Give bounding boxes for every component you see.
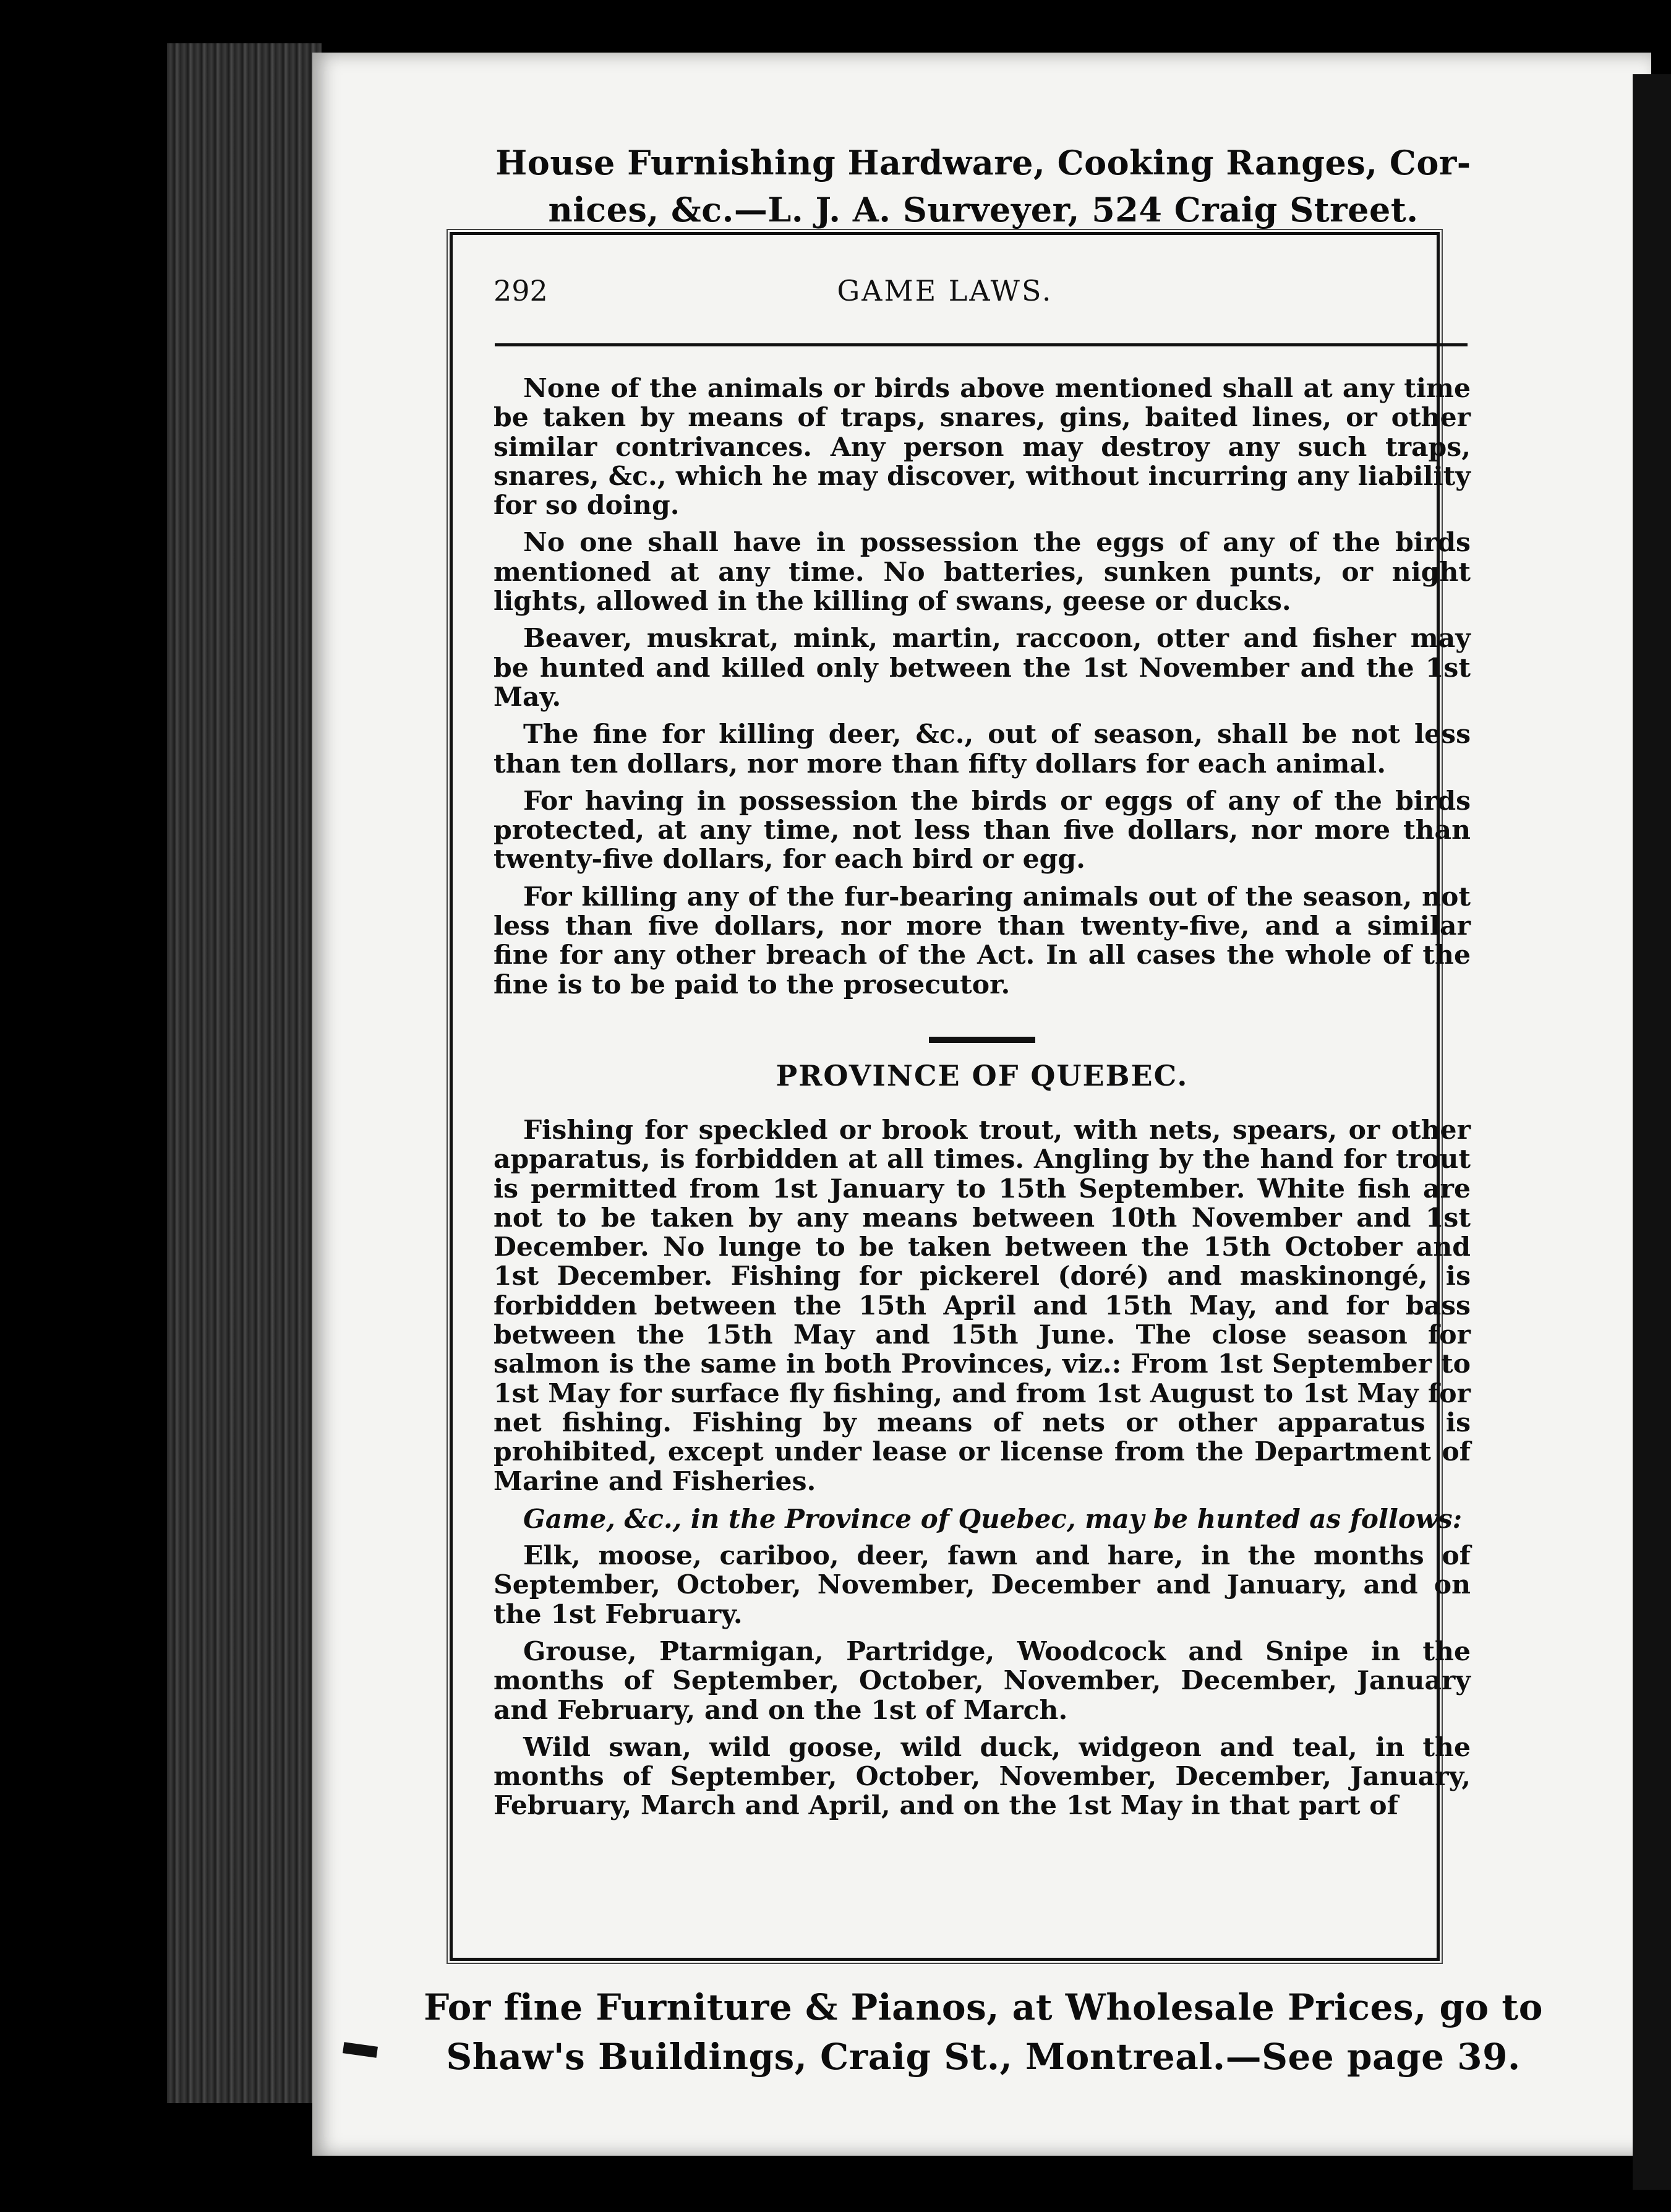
header-ad-line-2: nices, &c.—L. J. A. Surveyer, 524 Craig Street. bbox=[548, 190, 1419, 229]
book-page-edges bbox=[167, 43, 322, 2103]
paragraph-grouse: Grouse, Ptarmigan, Partridge, Woodcock and Snipe in the months of September, October, November, December, January and February, and on the 1st of March. bbox=[494, 1635, 1471, 1726]
paragraph-fine-fur: For killing any of the fur-bearing animals out of the season, not less than five dollars, nor more than twenty-five, and a similar fine for any other breach of the Act. In all cases the whole of the fine is to be paid to the prosecutor. bbox=[494, 881, 1471, 1000]
paragraph-fine-birds: For having in possession the birds or eggs of any of the birds protected, at any time, not less than five dollars, nor more than twenty-five dollars, for each bird or egg. bbox=[494, 785, 1471, 875]
section-heading: PROVINCE OF QUEBEC. bbox=[776, 1058, 1189, 1092]
paragraph-fine-deer: The fine for killing deer, &c., out of season, shall be not less than ten dollars, nor more than fifty dollars for each animal. bbox=[494, 719, 1471, 779]
paragraph-traps: None of the animals or birds above mentioned shall at any time be taken by means of traps, snares, gins, baited lines, or other similar contrivances. Any person may destroy any such traps, snares, &c., which he may discover, without incurring any liability for so doing. bbox=[494, 373, 1471, 521]
running-title: GAME LAWS. bbox=[837, 274, 1053, 307]
paragraph-wildfowl: Wild swan, wild goose, wild duck, widgeon and teal, in the months of September, October, November, December, January, February, March and April, and on the 1st May in that part of bbox=[494, 1731, 1471, 1822]
header-rule bbox=[495, 343, 1468, 346]
running-head bbox=[494, 272, 1471, 322]
page-number: 292 bbox=[494, 274, 548, 307]
footer-ad-line-1: For fine Furniture & Pianos, at Wholesale Prices, go to bbox=[424, 1986, 1543, 2028]
scan-right-edge bbox=[1633, 74, 1671, 2190]
section-divider bbox=[929, 1037, 1035, 1043]
paragraph-eggs: No one shall have in possession the eggs of any of the birds mentioned at any time. No batteries, sunken punts, or night lights, allowed in the killing of swans, geese or ducks. bbox=[494, 527, 1471, 617]
paragraph-fur-animals: Beaver, muskrat, mink, martin, raccoon, otter and fisher may be hunted and killed only between the 1st November and the 1st May. bbox=[494, 623, 1471, 713]
footer-advertisement bbox=[346, 1983, 1620, 2081]
paragraph-fishing: Fishing for speckled or brook trout, with nets, spears, or other apparatus, is forbidden at all times. Angling by the hand for trout is permitted from 1st January to 15th September. White fish are not to be taken by any means between 10th November and 1st December. No lunge to be taken between the 15th October and 1st December. Fishing for pickerel (doré) and maskinongé, is forbidden between the 15th April and 15th May, and for bass between the 15th May and 15th June. The close season for salmon is the same in both Provinces, viz.: From 1st September to 1st May for surface fly fishing, and from 1st August to 1st May for net fishing. Fishing by means of nets or other apparatus is prohibited, except under lease or license from the Department of Marine and Fisheries. bbox=[494, 1114, 1471, 1497]
paragraph-elk-moose: Elk, moose, cariboo, deer, fawn and hare, in the months of September, October, November, December and January, and on the 1st February. bbox=[494, 1540, 1471, 1630]
game-intro: Game, &c., in the Province of Quebec, may be hunted as follows: bbox=[523, 1503, 1463, 1534]
body-text bbox=[494, 374, 1471, 1829]
footer-ad-line-2: Shaw's Buildings, Craig St., Montreal.—See page 39. bbox=[446, 2036, 1521, 2078]
header-ad-line-1: House Furnishing Hardware, Cooking Ranges, Cor- bbox=[495, 143, 1471, 182]
header-advertisement bbox=[346, 139, 1620, 233]
